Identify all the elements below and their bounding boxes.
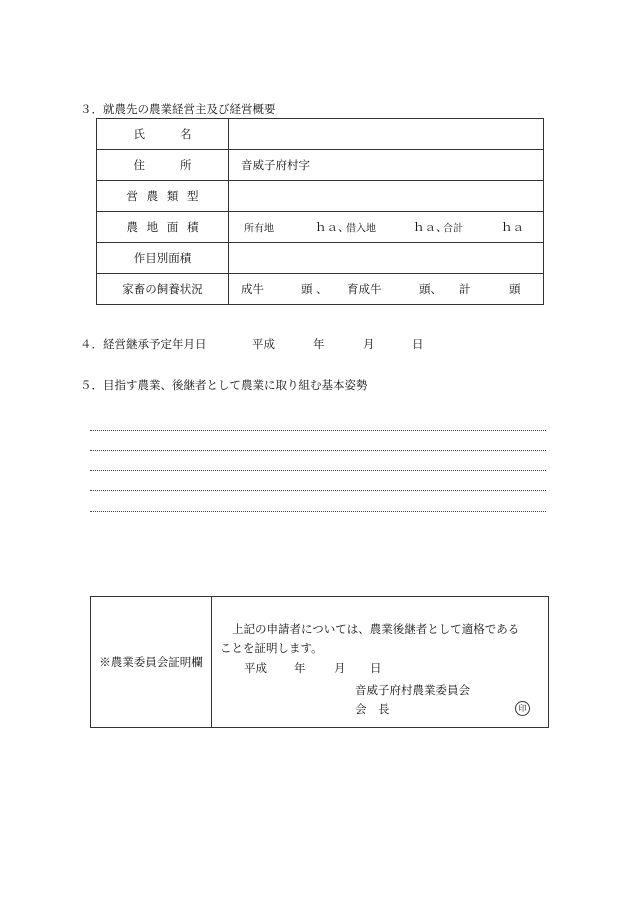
- writing-line[interactable]: [90, 511, 546, 512]
- livestock-label: 家畜の飼養状況: [97, 274, 229, 305]
- livestock-field[interactable]: [229, 274, 544, 305]
- address-label: [97, 150, 229, 181]
- table-row: [97, 243, 544, 274]
- label-char: 氏: [133, 127, 145, 141]
- section3-heading: ３．就農先の農業経営主及び経営概要: [80, 102, 276, 116]
- total-cattle-label: 計: [459, 282, 471, 296]
- young-cattle-label: 育成牛: [347, 282, 382, 296]
- table-row: [97, 212, 544, 243]
- cert-month: 月: [334, 661, 346, 675]
- label-char: 所: [180, 158, 192, 172]
- label-char: 積: [186, 220, 199, 234]
- crop-area-field[interactable]: [229, 243, 544, 274]
- owned-land-label: 所有地: [244, 223, 274, 235]
- cert-line-2: ことを証明します。: [220, 641, 323, 655]
- seal-icon: 印: [515, 701, 530, 716]
- label-char: 類: [166, 189, 179, 203]
- succession-day: 日: [412, 337, 424, 351]
- total-land-unit: ｈａ: [501, 220, 524, 234]
- table-row: [97, 181, 544, 212]
- cert-organization: 音威子府村農業委員会: [355, 683, 470, 697]
- label-char: 型: [186, 189, 199, 203]
- total-cattle-unit: 頭: [509, 282, 521, 296]
- table-row: [97, 119, 544, 150]
- farming-type-label: [97, 181, 229, 212]
- label-char: 農: [126, 220, 138, 234]
- farmland-area-field[interactable]: [229, 212, 544, 243]
- writing-line[interactable]: [90, 470, 546, 471]
- label-char: 地: [146, 220, 159, 234]
- section5-label: ５．目指す農業、後継者として農業に取り組む基本姿勢: [80, 378, 368, 392]
- total-land-label: 合計: [443, 223, 463, 235]
- cert-era: 平成: [244, 661, 267, 675]
- writing-line[interactable]: [90, 430, 546, 431]
- table-row: [97, 150, 544, 181]
- crop-area-label: 作目別面積: [97, 243, 229, 274]
- succession-month: 月: [363, 337, 375, 351]
- cert-year: 年: [294, 661, 306, 675]
- certification-body: [212, 597, 549, 728]
- adult-cattle-unit: 頭 、: [301, 282, 328, 296]
- succession-era: 平成: [252, 337, 275, 351]
- leased-land-unit: ｈａ、: [413, 220, 448, 234]
- writing-line[interactable]: [90, 450, 546, 451]
- cert-line-1: 上記の申請者については、農業後継者として適格である: [232, 622, 520, 636]
- certification-label: ※農業委員会証明欄: [91, 597, 212, 728]
- label-char: 面: [166, 220, 179, 234]
- adult-cattle-label: 成牛: [241, 282, 264, 296]
- cert-chair: 会 長: [355, 702, 390, 716]
- leased-land-label: 借入地: [346, 223, 376, 235]
- succession-year: 年: [313, 337, 325, 351]
- table-row: [97, 274, 544, 305]
- farm-overview-table: [96, 118, 544, 305]
- owned-land-unit: ｈａ、: [315, 220, 350, 234]
- label-char: 名: [180, 127, 192, 141]
- label-char: 営: [126, 189, 138, 203]
- young-cattle-unit: 頭、: [419, 282, 442, 296]
- farming-type-field[interactable]: [229, 181, 544, 212]
- farmland-area-label: [97, 212, 229, 243]
- cert-day: 日: [370, 661, 382, 675]
- section4-label: ４．経営継承予定年月日: [80, 337, 207, 351]
- label-char: 農: [146, 189, 159, 203]
- certification-box: [90, 596, 549, 728]
- address-field[interactable]: 音威子府村字: [229, 150, 544, 181]
- name-label: [97, 119, 229, 150]
- label-char: 住: [133, 158, 145, 172]
- name-field[interactable]: [229, 119, 544, 150]
- writing-line[interactable]: [90, 490, 546, 491]
